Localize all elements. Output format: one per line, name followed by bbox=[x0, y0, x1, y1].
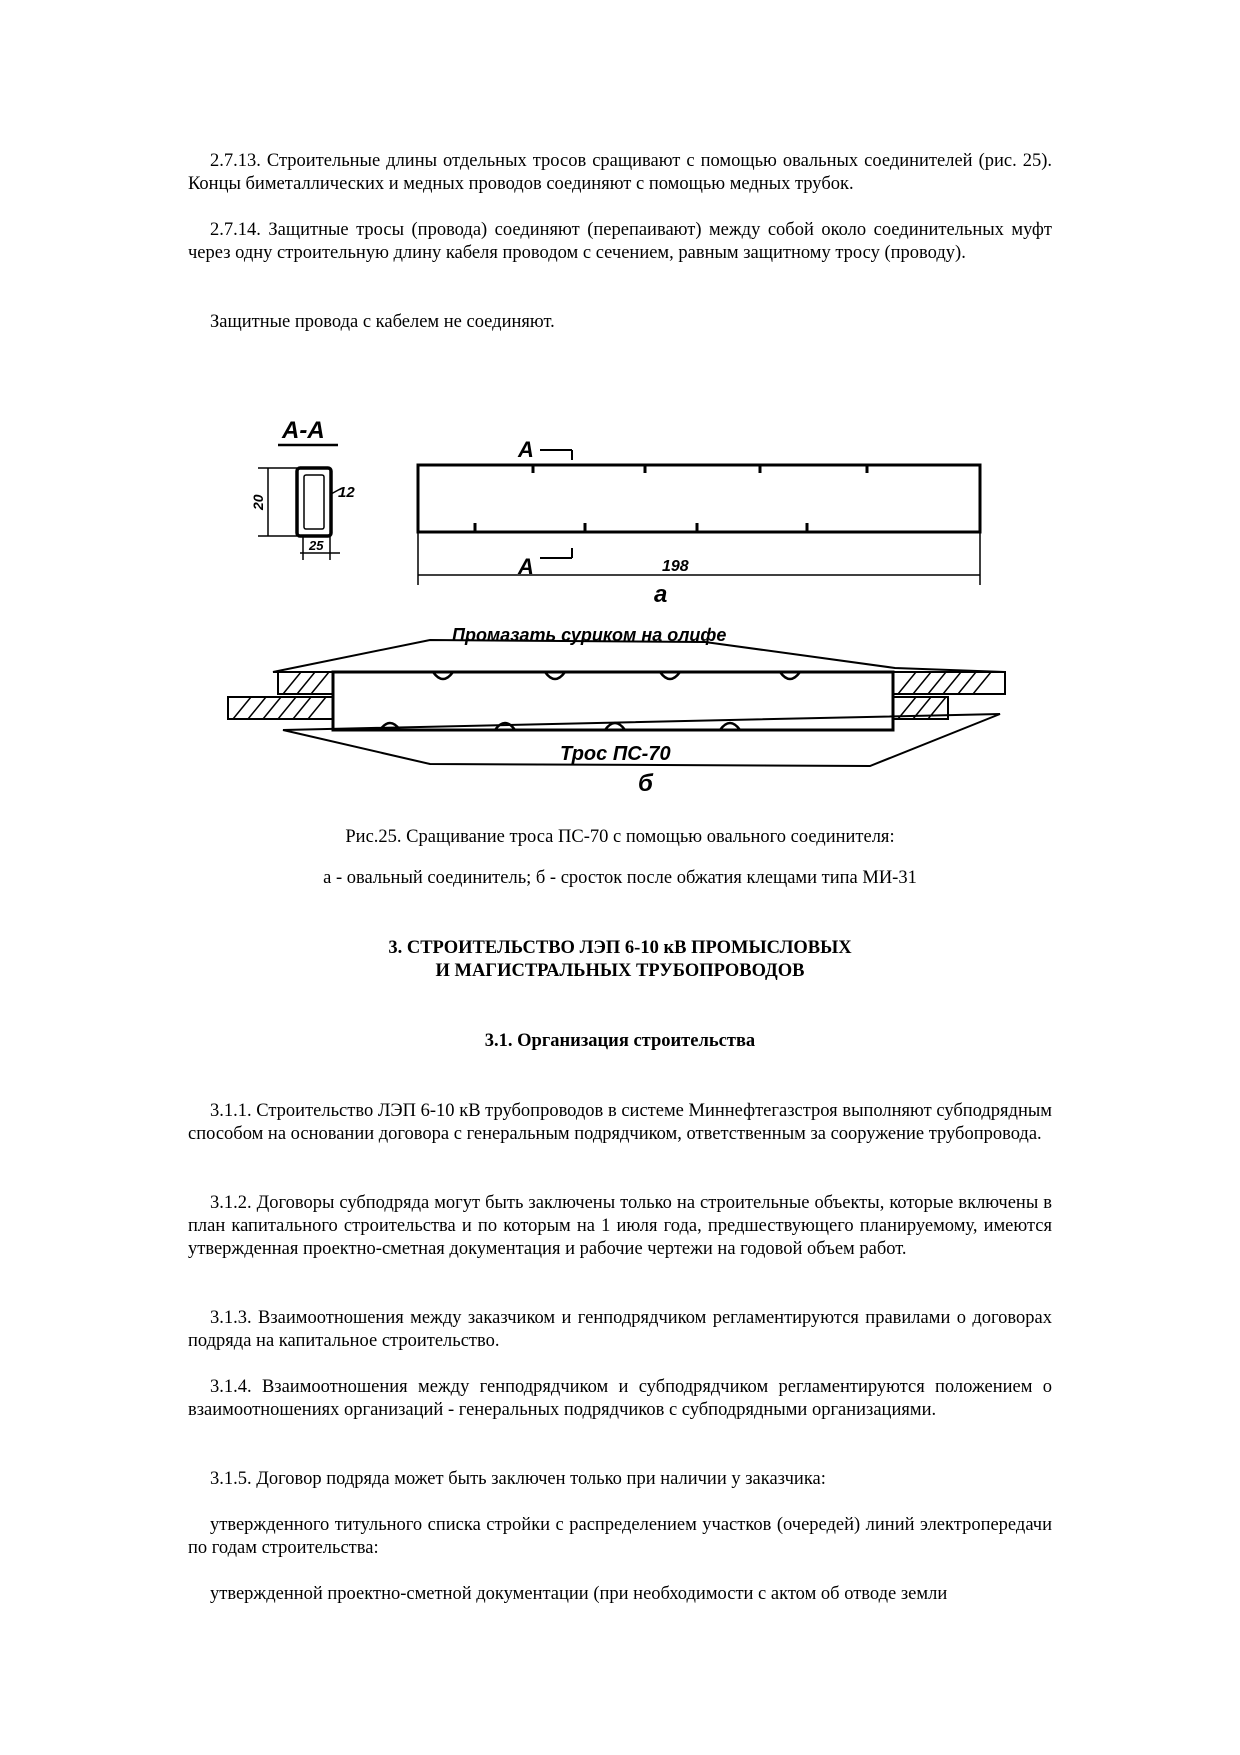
wire-hatching bbox=[233, 672, 991, 719]
label-b: б bbox=[638, 770, 653, 797]
figure-caption-title: Рис.25. Сращивание троса ПС-70 с помощью овального соединителя: bbox=[345, 827, 895, 847]
list-item-title-list: утвержденного титульного списка стройки с распределением участков (очередей) линий электропередачи по годам строительства: bbox=[188, 1515, 1052, 1558]
paragraph-2-7-14: 2.7.14. Защитные тросы (провода) соединяют (перепаивают) между собой около соединительных муфт через одну строительную длину кабеля проводом с сечением, равным защитному тросу (проводу). bbox=[188, 220, 1052, 263]
dim-width-label: 25 bbox=[309, 538, 324, 553]
paragraph-2-7-13: 2.7.13. Строительные длины отдельных тросов сращивают с помощью овальных соединителей (рис. 25). Концы биметаллических и медных проводов соединяют с помощью медных трубок. bbox=[188, 151, 1052, 194]
label-paint: Промазать суриком на олифе bbox=[452, 625, 727, 645]
figure-25-drawing bbox=[0, 0, 1240, 800]
section-inner-wall bbox=[304, 475, 324, 529]
section-title-line1: 3. СТРОИТЕЛЬСТВО ЛЭП 6-10 кВ ПРОМЫСЛОВЫХ bbox=[388, 938, 852, 958]
cut-label-top: А bbox=[518, 437, 534, 462]
label-a: а bbox=[654, 581, 668, 608]
figure-caption-legend: а - овальный соединитель; б - сросток после обжатия клещами типа МИ-31 bbox=[323, 868, 917, 888]
paragraph-3-1-5: 3.1.5. Договор подряда может быть заключен только при наличии у заказчика: bbox=[210, 1469, 826, 1489]
oval-connector-body bbox=[418, 465, 980, 532]
paragraph-3-1-2: 3.1.2. Договоры субподряда могут быть заключены только на строительные объекты, которые включены в план капитального строительства и по которым на 1 июля года, предшествующего планируемому, имеются утвержденная проектно-сметная документация и рабочие чертежи на годовой объем работ. bbox=[188, 1193, 1052, 1259]
section-outer-wall bbox=[297, 468, 331, 536]
dim-height-label: 20 bbox=[250, 494, 266, 510]
section-label: А-А bbox=[282, 417, 325, 444]
subsection-title: 3.1. Организация строительства bbox=[484, 1031, 756, 1051]
section-title bbox=[188, 937, 1052, 983]
dim-length-label: 198 bbox=[662, 558, 689, 575]
section-title-line2: И МАГИСТРАЛЬНЫХ ТРУБОПРОВОДОВ bbox=[435, 961, 805, 981]
dim-wall-label: 12 bbox=[338, 484, 355, 501]
paragraph-3-1-3: 3.1.3. Взаимоотношения между заказчиком и генподрядчиком регламентируются правилами о договорах подряда на капитальное строительство. bbox=[188, 1308, 1052, 1351]
paragraph-protective-wires: Защитные провода с кабелем не соединяют. bbox=[210, 312, 555, 332]
label-cable: Трос ПС-70 bbox=[560, 743, 671, 765]
paragraph-3-1-4: 3.1.4. Взаимоотношения между генподрядчиком и субподрядчиком регламентируются положением о взаимоотношениях организаций - генеральных подрядчиков с субподрядными организациями. bbox=[188, 1377, 1052, 1420]
splice-sleeve bbox=[333, 672, 893, 730]
list-item-design-docs: утвержденной проектно-сметной документации (при необходимости с актом об отводе земли bbox=[210, 1584, 948, 1604]
cut-label-bottom: А bbox=[518, 554, 534, 579]
paragraph-3-1-1: 3.1.1. Строительство ЛЭП 6-10 кВ трубопроводов в системе Миннефтегазстроя выполняют субподрядным способом на основании договора с генеральным подрядчиком, ответственным за сооружение трубопровода. bbox=[188, 1101, 1052, 1144]
